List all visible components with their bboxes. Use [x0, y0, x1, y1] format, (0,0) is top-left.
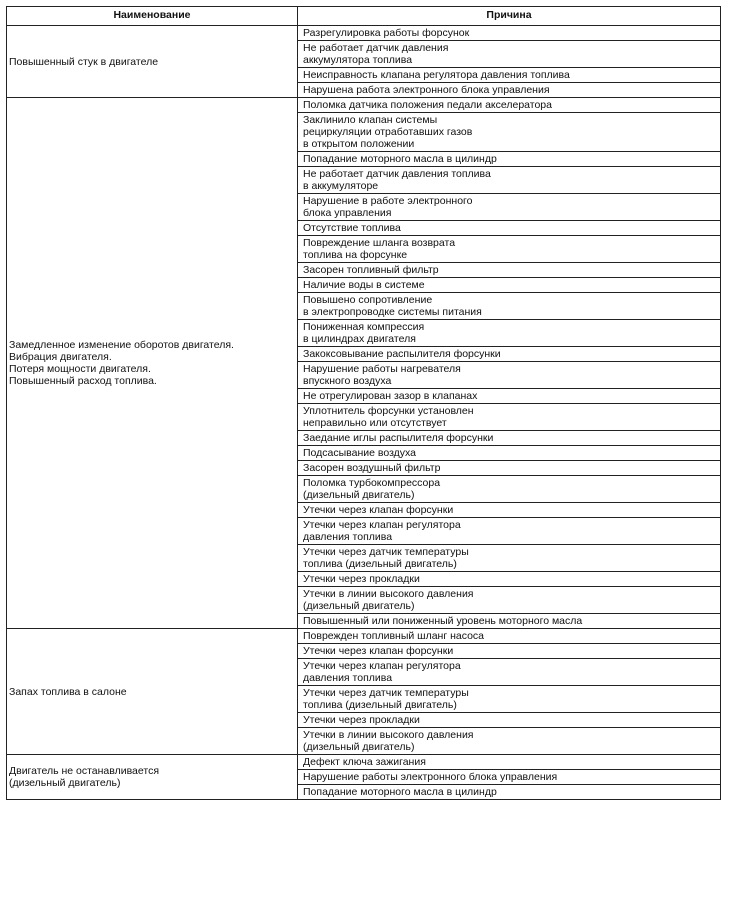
cause-cell: Отсутствие топлива	[298, 221, 721, 236]
cause-cell: Утечки через клапан регулятора давления топлива	[298, 659, 721, 686]
cause-cell: Нарушена работа электронного блока управления	[298, 83, 721, 98]
cause-cell: Уплотнитель форсунки установлен неправильно или отсутствует	[298, 404, 721, 431]
column-header-name: Наименование	[7, 7, 298, 26]
fault-table	[6, 6, 721, 800]
cause-cell: Утечки через прокладки	[298, 713, 721, 728]
cause-cell: Наличие воды в системе	[298, 278, 721, 293]
symptom-cell: Замедленное изменение оборотов двигателя. Вибрация двигателя. Потеря мощности двигателя. Повышенный расход топлива.	[7, 98, 298, 629]
cause-cell: Утечки через клапан форсунки	[298, 644, 721, 659]
cause-cell: Дефект ключа зажигания	[298, 755, 721, 770]
cause-cell: Нарушение работы нагревателя впускного воздуха	[298, 362, 721, 389]
cause-cell: Не работает датчик давления аккумулятора топлива	[298, 41, 721, 68]
symptom-cell: Двигатель не останавливается (дизельный двигатель)	[7, 755, 298, 800]
cause-cell: Не работает датчик давления топлива в аккумуляторе	[298, 167, 721, 194]
cause-cell: Утечки через клапан форсунки	[298, 503, 721, 518]
cause-cell: Засорен топливный фильтр	[298, 263, 721, 278]
cause-cell: Заедание иглы распылителя форсунки	[298, 431, 721, 446]
column-header-cause: Причина	[298, 7, 721, 26]
cause-cell: Пониженная компрессия в цилиндрах двигателя	[298, 320, 721, 347]
cause-cell: Утечки через клапан регулятора давления топлива	[298, 518, 721, 545]
table-row	[7, 98, 721, 113]
cause-cell: Разрегулировка работы форсунок	[298, 26, 721, 41]
table-row	[7, 629, 721, 644]
cause-cell: Повреждение шланга возврата топлива на форсунке	[298, 236, 721, 263]
cause-cell: Утечки через датчик температуры топлива (дизельный двигатель)	[298, 545, 721, 572]
cause-cell: Утечки в линии высокого давления (дизельный двигатель)	[298, 587, 721, 614]
cause-cell: Нарушение работы электронного блока управления	[298, 770, 721, 785]
document-page	[6, 6, 720, 800]
symptom-cell: Запах топлива в салоне	[7, 629, 298, 755]
cause-cell: Не отрегулирован зазор в клапанах	[298, 389, 721, 404]
cause-cell: Попадание моторного масла в цилиндр	[298, 152, 721, 167]
table-row	[7, 26, 721, 41]
cause-cell: Повышенный или пониженный уровень моторного масла	[298, 614, 721, 629]
cause-cell: Засорен воздушный фильтр	[298, 461, 721, 476]
cause-cell: Закоксовывание распылителя форсунки	[298, 347, 721, 362]
cause-cell: Утечки в линии высокого давления (дизельный двигатель)	[298, 728, 721, 755]
cause-cell: Повышено сопротивление в электропроводке системы питания	[298, 293, 721, 320]
cause-cell: Утечки через прокладки	[298, 572, 721, 587]
cause-cell: Поврежден топливный шланг насоса	[298, 629, 721, 644]
table-row	[7, 755, 721, 770]
cause-cell: Подсасывание воздуха	[298, 446, 721, 461]
cause-cell: Неисправность клапана регулятора давления топлива	[298, 68, 721, 83]
cause-cell: Поломка турбокомпрессора (дизельный двигатель)	[298, 476, 721, 503]
cause-cell: Поломка датчика положения педали акселератора	[298, 98, 721, 113]
header-row	[7, 7, 721, 26]
symptom-cell: Повышенный стук в двигателе	[7, 26, 298, 98]
cause-cell: Нарушение в работе электронного блока управления	[298, 194, 721, 221]
cause-cell: Заклинило клапан системы рециркуляции отработавших газов в открытом положении	[298, 113, 721, 152]
cause-cell: Попадание моторного масла в цилиндр	[298, 785, 721, 800]
cause-cell: Утечки через датчик температуры топлива (дизельный двигатель)	[298, 686, 721, 713]
table-body	[7, 26, 721, 800]
